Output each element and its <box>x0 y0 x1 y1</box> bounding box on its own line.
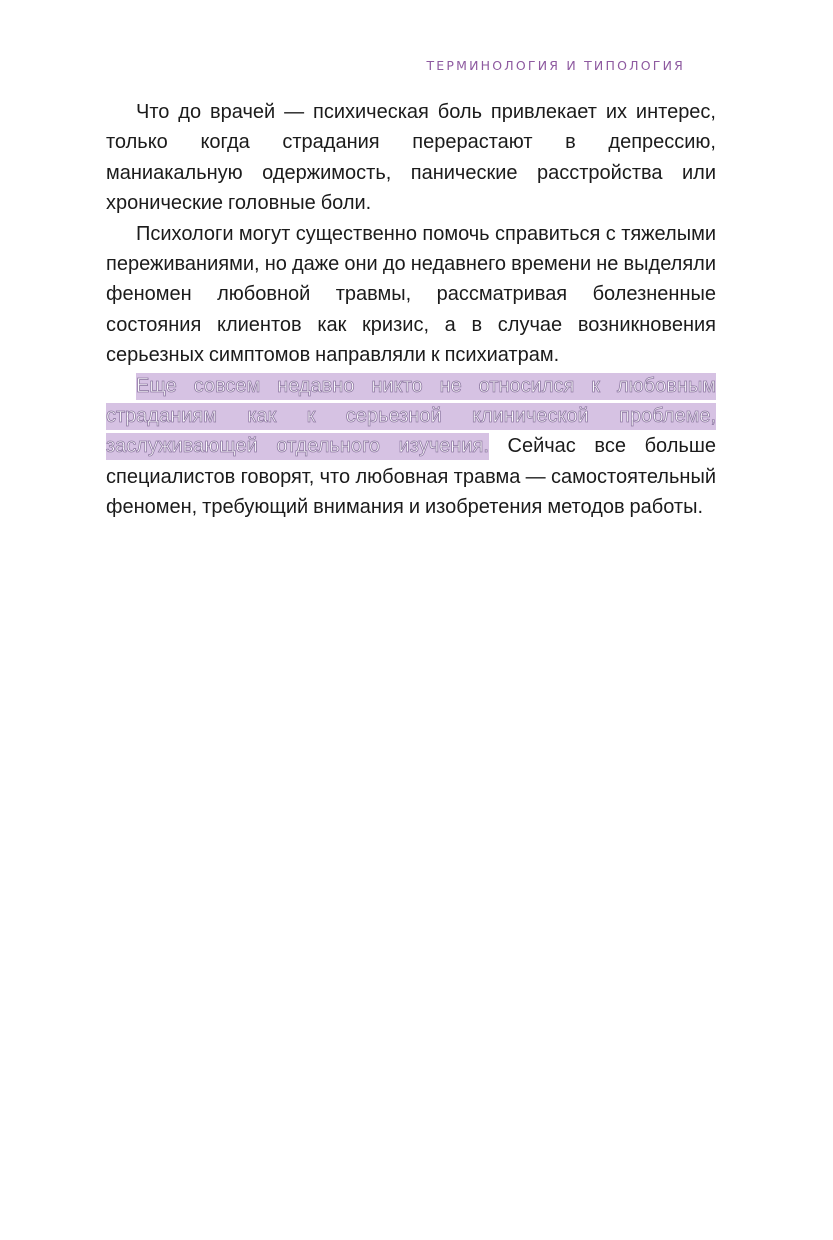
running-head: ТЕРМИНОЛОГИЯ И ТИПОЛОГИЯ <box>426 58 685 73</box>
body-text <box>106 97 716 523</box>
highlighted-passage[interactable]: Еще совсем недавно никто не относился к любовным страданиям как к серьезной клинической проблеме, заслуживающей отдельного изучения. <box>106 373 716 461</box>
paragraph-3-rest: Сейчас все больше специалистов говорят, что любовная травма — самостоятельный феномен, требующий внимания и изобретения методов работы. <box>106 435 716 519</box>
paragraph-1: Что до врачей — психическая боль привлекает их интерес, только когда страдания перерастают в депрессию, маниакальную одержимость, панические расстройства или хронические головные боли. <box>106 101 716 215</box>
paragraph-3 <box>106 371 716 523</box>
paragraph-2: Психологи могут существенно помочь справиться с тяжелыми переживаниями, но даже они до недавнего времени не выделяли феномен любовной травмы, рассматривая болезненные состояния клиентов как кризис, а в случае возникновения серьезных симптомов направляли к психиатрам. <box>106 222 716 367</box>
